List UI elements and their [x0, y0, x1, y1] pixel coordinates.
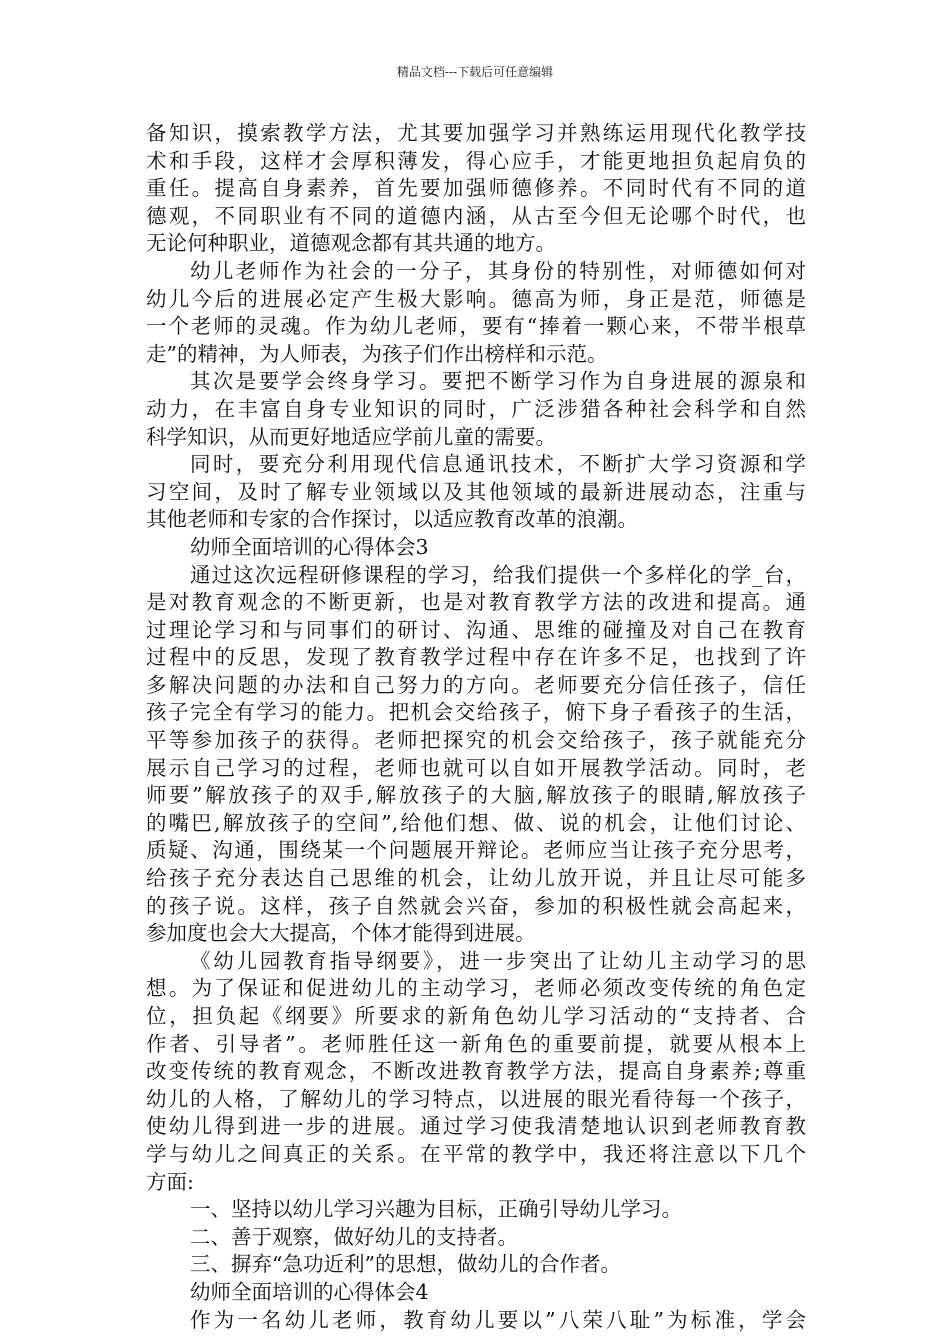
text-line: 的孩子说。这样，孩子自然就会兴奋，参加的积极性就会高起来，: [146, 893, 806, 918]
text-line: 过程中的反思，发现了教育教学过程中存在许多不足，也找到了许: [146, 645, 806, 670]
text-line: 备知识，摸索教学方法，尤其要加强学习并熟练运用现代化教学技: [146, 121, 806, 145]
text-line: 重任。提高自身素养，首先要加强师德修养。不同时代有不同的道: [146, 176, 806, 201]
text-line: 改变传统的教育观念，不断改进教育教学方法，提高自身素养;尊重: [146, 1059, 806, 1084]
text-line: 方面:: [146, 1169, 194, 1194]
text-line: 作为一名幼儿老师，教育幼儿要以”八荣八耻”为标准，学会: [190, 1307, 806, 1332]
text-line: 质疑、沟通，围绕某一个问题展开辩论。老师应当让孩子充分思考，: [146, 838, 806, 863]
text-line: 走”的精神，为人师表，为孩子们作出榜样和示范。: [146, 341, 608, 366]
document-body: [146, 120, 806, 1334]
text-line: 平等参加孩子的获得。老师把探究的机会交给孩子，孩子就能充分: [146, 728, 806, 753]
text-line: 其他老师和专家的合作探讨，以适应教育改革的浪潮。: [146, 507, 638, 532]
list-item: 三、摒弃“急功近利”的思想，做幼儿的合作者。: [190, 1252, 621, 1277]
text-line: 的嘴巴,解放孩子的空间”,给他们想、做、说的机会，让他们讨论、: [146, 810, 806, 835]
text-line: 师要”解放孩子的双手,解放孩子的大脑,解放孩子的眼睛,解放孩子: [146, 783, 806, 808]
page-header: 精品文档---下载后可任意编辑: [396, 65, 554, 79]
text-line: 幼儿今后的进展必定产生极大影响。德高为师，身正是范，师德是: [146, 286, 806, 311]
text-line: 科学知识，从而更好地适应学前儿童的需要。: [146, 424, 556, 449]
text-line: 孩子完全有学习的能力。把机会交给孩子，俯下身子看孩子的生活，: [146, 700, 806, 725]
text-line: 参加度也会大大提高，个体才能得到进展。: [146, 921, 536, 946]
text-line: 同时，要充分利用现代信息通讯技术，不断扩大学习资源和学: [190, 452, 806, 477]
text-line: 学与幼儿之间真正的关系。在平常的教学中，我还将注意以下几个: [146, 1141, 806, 1166]
text-line: 其次是要学会终身学习。要把不断学习作为自身进展的源泉和: [190, 369, 806, 394]
text-line: 术和手段，这样才会厚积薄发，得心应手，才能更地担负起肩负的: [146, 148, 806, 173]
text-line: 是对教育观念的不断更新，也是对教育教学方法的改进和提高。通: [146, 590, 806, 615]
section-heading: 幼师全面培训的心得体会4: [190, 1279, 429, 1304]
text-line: 作者、引导者”。老师胜任这一新角色的重要前提，就要从根本上: [146, 1031, 806, 1056]
text-line: 过理论学习和与同事们的研讨、沟通、思维的碰撞及对自己在教育: [146, 617, 806, 642]
section-heading: 幼师全面培训的心得体会3: [190, 534, 429, 559]
text-line: 动力，在丰富自身专业知识的同时，广泛涉猎各种社会科学和自然: [146, 396, 806, 421]
text-line: 《幼儿园教育指导纲要》，进一步突出了让幼儿主动学习的思: [190, 948, 806, 973]
text-line: 幼儿老师作为社会的一分子，其身份的特别性，对师德如何对: [190, 258, 806, 283]
text-line: 使幼儿得到进一步的进展。通过学习使我清楚地认识到老师教育教: [146, 1114, 806, 1139]
text-line: 通过这次远程研修课程的学习，给我们提供一个多样化的学_台，: [190, 562, 806, 587]
text-line: 多解决问题的办法和自己努力的方向。老师要充分信任孩子，信任: [146, 672, 806, 697]
text-line: 无论何种职业，道德观念都有其共通的地方。: [146, 231, 556, 256]
text-line: 展示自己学习的过程，老师也就可以自如开展教学活动。同时，老: [146, 755, 806, 780]
list-item: 一、坚持以幼儿学习兴趣为目标，正确引导幼儿学习。: [190, 1197, 682, 1222]
text-line: 习空间，及时了解专业领域以及其他领域的最新进展动态，注重与: [146, 479, 806, 504]
text-line: 给孩子充分表达自己思维的机会，让幼儿放开说，并且让尽可能多: [146, 866, 806, 891]
text-line: 幼儿的人格，了解幼儿的学习特点，以进展的眼光看待每一个孩子，: [146, 1086, 806, 1111]
text-line: 一个老师的灵魂。作为幼儿老师，要有“捧着一颗心来，不带半根草: [146, 314, 806, 339]
text-line: 想。为了保证和促进幼儿的主动学习，老师必须改变传统的角色定: [146, 976, 806, 1001]
text-line: 德观，不同职业有不同的道德内涵，从古至今但无论哪个时代，也: [146, 203, 806, 228]
text-line: 位，担负起《纲要》所要求的新角色幼儿学习活动的“支持者、合: [146, 1004, 806, 1028]
list-item: 二、善于观察，做好幼儿的支持者。: [190, 1224, 518, 1249]
